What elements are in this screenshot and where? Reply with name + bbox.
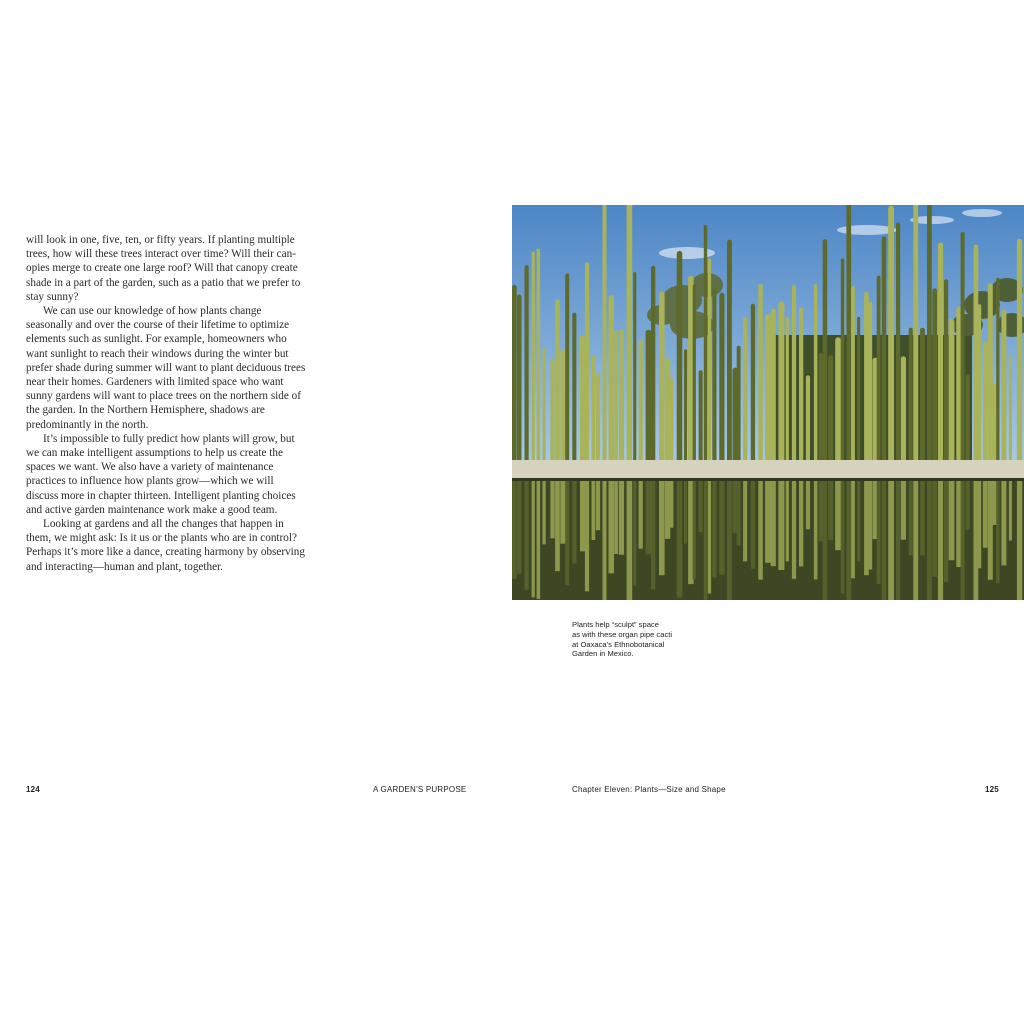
cactus-reflection (877, 481, 881, 584)
cactus-reflection (857, 481, 860, 561)
running-title-right: Chapter Eleven: Plants—Size and Shape (572, 785, 726, 794)
body-paragraph: It’s impossible to fully predict how plants will grow, but we can make intelligent assumptions to help us create the spaces we want. We also have a variety of maintenance practices to influence how plants grow—which we will discuss more in chapter thirteen. Intelligent planting choices and active garden maintenance work make a good team. (26, 432, 296, 516)
page-number-left: 124 (26, 785, 40, 794)
cactus-column (869, 302, 873, 463)
cactus-column (882, 237, 887, 464)
cactus-column (846, 205, 851, 463)
cactus-column (555, 299, 560, 463)
cactus-column (565, 274, 569, 463)
cactus-column (670, 378, 674, 463)
cactus-reflection (592, 481, 596, 540)
cactus-column (888, 206, 894, 463)
cactus-column (743, 317, 747, 463)
cactus-reflection (627, 481, 633, 600)
body-paragraph: Looking at gardens and all the changes that happen in them, we might ask: Is it us or the plants who are in control? Perhaps it’s more like a dance, creating harmony by observing and interacting—human and plant, together. (26, 518, 305, 573)
cactus-reflection (609, 481, 615, 573)
cactus-reflection (819, 481, 824, 542)
cactus-column (778, 301, 784, 463)
cactus-reflection (677, 481, 683, 598)
cactus-reflection (572, 481, 576, 564)
cactus-column (949, 319, 955, 463)
cactus-reflection (828, 481, 833, 540)
body-paragraph: will look in one, five, ten, or fifty years. If planting multiple trees, how will these trees interact over time? Will their can-opies merge to create one large roof? Will that canopy create shade in a part of the garden, such as a patio that we prefer to stay sunny? (26, 234, 301, 303)
cactus-column (819, 353, 824, 463)
cactus-reflection (974, 481, 979, 600)
cactus-column (974, 245, 979, 464)
cactus-column (659, 292, 665, 463)
cactus-column (966, 374, 970, 463)
cactus-column (799, 308, 803, 463)
cactus-reflection (693, 481, 696, 579)
cactus-reflection (704, 481, 707, 600)
body-paragraph: We can use our knowledge of how plants change seasonally and over the course of their lifetime to optimize elements such as sunlight. For example, homeowners who want sunlight to reach their windows during the winter but prefer shade during summer will want to plant deciduous trees near their homes. Gardeners with limited space who want sunny gardens will want to place trees on the northern side of the garden. In the Northern Hemisphere, shadows are predominantly in the north. (26, 305, 306, 431)
cactus-reflection (851, 481, 855, 578)
cactus-reflection (949, 481, 955, 560)
right-page (512, 0, 1024, 1024)
cactus-reflection (1017, 481, 1022, 600)
cactus-column (988, 283, 993, 463)
cactus-column (651, 266, 655, 463)
cactus-reflection (651, 481, 655, 589)
cactus-column (532, 252, 535, 464)
cactus-column (909, 328, 913, 463)
cactus-column (992, 383, 997, 463)
cactus-column (864, 292, 869, 463)
cactus-reflection (525, 481, 529, 590)
cactus-reflection (938, 481, 943, 600)
cactus-reflection (596, 481, 600, 530)
cactus-column (737, 346, 741, 463)
cactus-column (727, 240, 732, 463)
cactus-reflection (882, 481, 887, 600)
cactus-photo (512, 205, 1024, 600)
cactus-reflection (786, 481, 789, 561)
cactus-reflection (585, 481, 589, 591)
cactus-column (1009, 355, 1012, 463)
cactus-column (633, 272, 636, 463)
cactus-reflection (537, 481, 541, 599)
cactus-reflection (765, 481, 771, 563)
cactus-column (1001, 310, 1006, 464)
cactus-column (614, 330, 618, 463)
cactus-column (996, 278, 999, 463)
cactus-column (938, 243, 943, 463)
cactus-reflection (864, 481, 869, 575)
cactus-column (609, 295, 615, 463)
cactus-reflection (639, 481, 643, 549)
cactus-reflection (543, 481, 546, 544)
cactus-column (684, 349, 687, 463)
cactus-reflection (743, 481, 747, 561)
cactus-column (765, 314, 771, 463)
cactus-reflection (708, 481, 711, 594)
cactus-column (944, 279, 948, 463)
cactus-column (550, 359, 554, 463)
cactus-column (961, 232, 965, 463)
cactus-column (677, 251, 683, 463)
cactus-reflection (961, 481, 965, 600)
cactus-reflection (565, 481, 569, 585)
caption-line: as with these organ pipe cacti (572, 629, 673, 639)
cactus-column (932, 288, 937, 463)
cactus-column (901, 356, 906, 463)
cactus-reflection (846, 481, 851, 600)
cactus-column (927, 205, 932, 463)
cactus-reflection (983, 481, 988, 548)
cactus-column (806, 375, 810, 463)
running-title-left: A GARDEN’S PURPOSE (373, 785, 467, 794)
cactus-column (603, 205, 607, 463)
cactus-reflection (555, 481, 560, 571)
cactus-reflection (996, 481, 999, 583)
cactus-column (693, 284, 696, 463)
cactus-reflection (751, 481, 755, 569)
cactus-reflection (799, 481, 803, 566)
cactus-column (712, 287, 716, 463)
cactus-reflection (727, 481, 732, 600)
cactus-column (585, 262, 589, 463)
cactus-column (978, 304, 982, 463)
cactus-reflection (1009, 481, 1012, 541)
cactus-reflection (670, 481, 674, 528)
cactus-reflection (901, 481, 906, 540)
cactus-column (823, 239, 828, 463)
cactus-reflection (712, 481, 716, 578)
cactus-reflection (659, 481, 665, 575)
cactus-reflection (913, 481, 918, 600)
cactus-column (751, 304, 755, 463)
cactus-reflection (758, 481, 763, 580)
cactus-reflection (988, 481, 993, 580)
cactus-column (646, 330, 652, 463)
cactus-column (580, 335, 586, 463)
cactus-column (708, 258, 711, 463)
cactus-column (1017, 239, 1022, 463)
cactus-reflection (633, 481, 636, 586)
cactus-reflection (580, 481, 586, 551)
cactus-reflection (841, 481, 845, 594)
cactus-reflection (646, 481, 652, 554)
cactus-column (639, 340, 643, 463)
cactus-reflection (978, 481, 982, 568)
cactus-column (786, 317, 789, 463)
cactus-column (719, 293, 724, 463)
caption-line: at Oaxaca’s Ethnobotanical (572, 639, 665, 649)
cactus-column (814, 284, 818, 463)
cactus-reflection (909, 481, 913, 555)
cactus-reflection (603, 481, 607, 600)
cactus-reflection (888, 481, 894, 600)
cactus-reflection (719, 481, 724, 575)
cactus-column (572, 313, 576, 463)
cactus-column (771, 308, 776, 463)
cactus-garden-image (512, 205, 1024, 600)
cactus-reflection (896, 481, 900, 600)
cactus-column (841, 259, 845, 464)
cactus-column (525, 265, 529, 463)
cactus-column (704, 225, 707, 463)
cactus-reflection (512, 481, 517, 579)
cactus-reflection (814, 481, 818, 579)
cactus-column (758, 284, 763, 463)
cactus-column (512, 285, 517, 463)
cactus-column (517, 294, 522, 463)
cactus-reflection (619, 481, 624, 555)
cactus-reflection (771, 481, 776, 566)
cactus-column (913, 205, 918, 463)
cactus-column (619, 329, 624, 463)
cactus-reflection (932, 481, 937, 577)
cactus-reflection (992, 481, 997, 525)
cactus-column (543, 348, 546, 463)
cactus-reflection (927, 481, 932, 600)
page-number-right: 125 (985, 785, 999, 794)
cactus-reflection (684, 481, 687, 544)
cactus-column (851, 286, 855, 463)
cactus-column (627, 205, 633, 463)
cactus-column (983, 342, 988, 463)
cactus-column (792, 285, 796, 463)
cactus-column (596, 374, 600, 464)
cactus-reflection (1001, 481, 1006, 565)
cactus-reflection (792, 481, 796, 579)
cactus-column (699, 370, 703, 463)
cactus-column (835, 337, 841, 463)
cactus-reflection (665, 481, 670, 539)
cactus-column (828, 355, 833, 463)
cactus-reflection (835, 481, 841, 550)
cactus-reflection (944, 481, 948, 582)
cactus-column (877, 276, 881, 463)
body-text (26, 233, 308, 574)
cactus-reflection (532, 481, 535, 597)
cactus-reflection (966, 481, 970, 530)
cactus-reflection (806, 481, 810, 529)
cactus-column (592, 356, 596, 463)
cactus-reflection (823, 481, 828, 600)
cactus-reflection (778, 481, 784, 570)
cactus-reflection (517, 481, 522, 574)
cactus-column (665, 358, 670, 463)
photo-caption (572, 620, 712, 659)
cactus-reflection (920, 481, 925, 555)
cactus-column (537, 249, 541, 463)
cactus-reflection (699, 481, 703, 532)
cactus-column (857, 317, 860, 463)
caption-line: Plants help “sculpt” space (572, 620, 659, 629)
cactus-reflection (550, 481, 554, 538)
cactus-reflection (737, 481, 741, 546)
caption-line: Garden in Mexico. (572, 649, 634, 659)
cactus-column (896, 223, 900, 464)
cactus-reflection (614, 481, 618, 554)
cactus-column (920, 328, 925, 463)
cactus-reflection (869, 481, 873, 570)
